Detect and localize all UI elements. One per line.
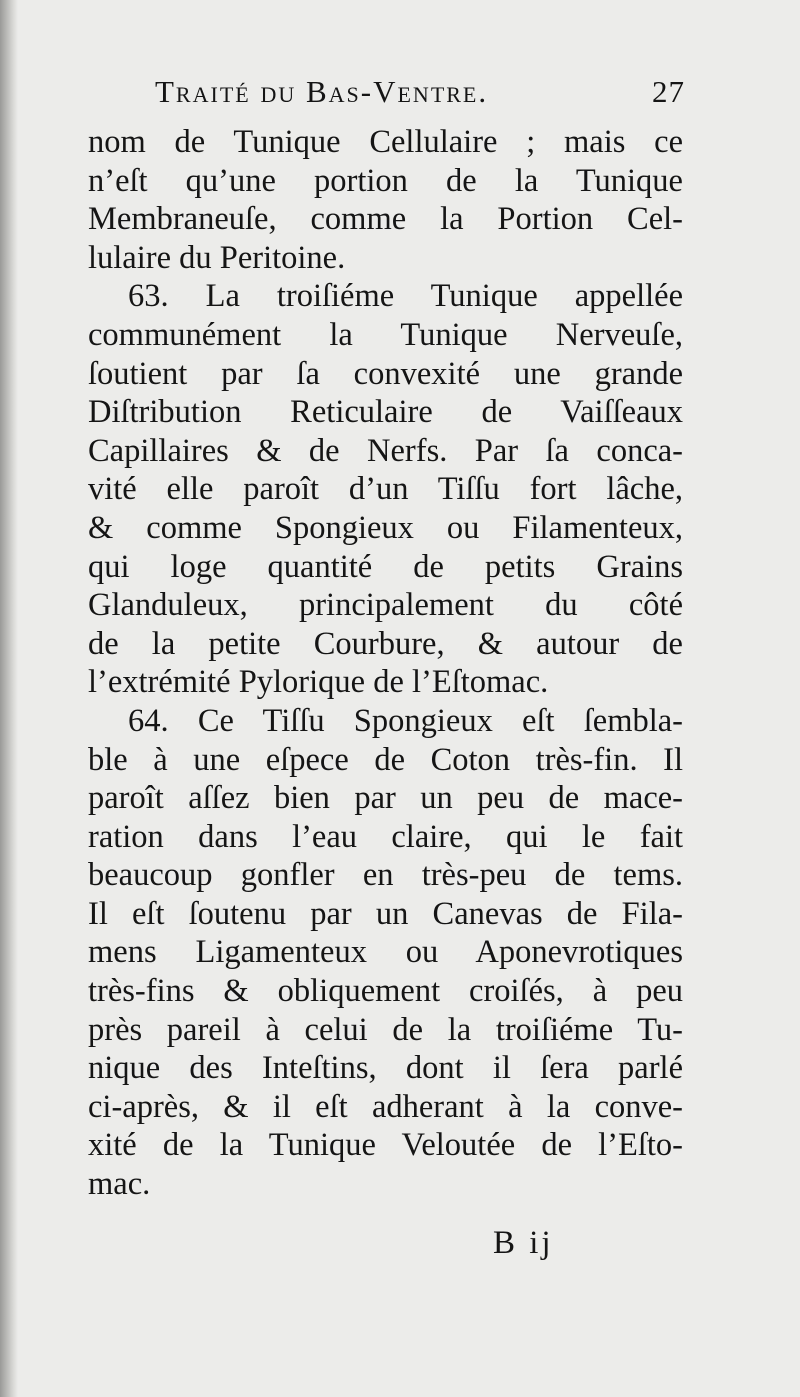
text-line: ration dans l’eau claire, qui le fait	[88, 818, 683, 855]
text-line: mens Ligamenteux ou Aponevrotiques	[88, 934, 683, 971]
text-line: communément la Tunique Nerveuſe,	[88, 316, 683, 353]
running-title: Traité du Bas-Ventre.	[155, 74, 489, 109]
text-line: nom de Tunique Cellulaire ; mais ce	[88, 124, 683, 160]
running-header	[155, 72, 685, 122]
text-line: Glanduleux, principalement du côté	[88, 587, 683, 624]
text-line: nique des Inteſtins, dont il ſera parlé	[88, 1050, 683, 1087]
text-line: Membraneuſe, comme la Portion Cel-	[88, 201, 683, 238]
text-line: ſoutient par ſa convexité une grande	[88, 355, 683, 392]
text-line: l’extrémité Pylorique de l’Eſtomac.	[88, 664, 549, 701]
text-line: mac.	[88, 1166, 151, 1203]
text-line: vité elle paroît d’un Tiſſu fort lâche,	[88, 471, 683, 508]
signature-mark: B ij	[493, 1225, 554, 1261]
text-line: Il eſt ſoutenu par un Canevas de Fila-	[88, 895, 683, 932]
text-line: Capillaires & de Nerfs. Par ſa conca-	[88, 432, 683, 469]
text-line: paroît aſſez bien par un peu de mace-	[88, 780, 683, 817]
paragraph-63-start: 63. La troiſiéme Tunique appellée	[128, 278, 683, 315]
text-line: beaucoup gonfler en très-peu de tems.	[88, 857, 683, 894]
text-line: xité de la Tunique Veloutée de l’Eſto-	[88, 1127, 683, 1164]
text-line: n’eſt qu’une portion de la Tunique	[88, 162, 683, 199]
text-line: ble à une eſpece de Coton très-fin. Il	[88, 741, 683, 778]
text-line: Diſtribution Reticulaire de Vaiſſeaux	[88, 394, 683, 431]
page-number: 27	[652, 74, 685, 109]
body-text	[88, 123, 683, 1204]
paragraph-64-start: 64. Ce Tiſſu Spongieux eſt ſembla-	[128, 702, 683, 739]
text-line: lulaire du Peritoine.	[88, 239, 346, 276]
text-line: près pareil à celui de la troiſiéme Tu-	[88, 1011, 683, 1048]
text-line: & comme Spongieux ou Filamenteux,	[88, 509, 683, 546]
text-line: ci-après, & il eſt adherant à la conve-	[88, 1088, 683, 1125]
text-line: très-fins & obliquement croiſés, à peu	[88, 973, 683, 1010]
text-line: qui loge quantité de petits Grains	[88, 548, 683, 585]
binding-shadow	[0, 0, 18, 1397]
text-line: de la petite Courbure, & autour de	[88, 625, 683, 662]
